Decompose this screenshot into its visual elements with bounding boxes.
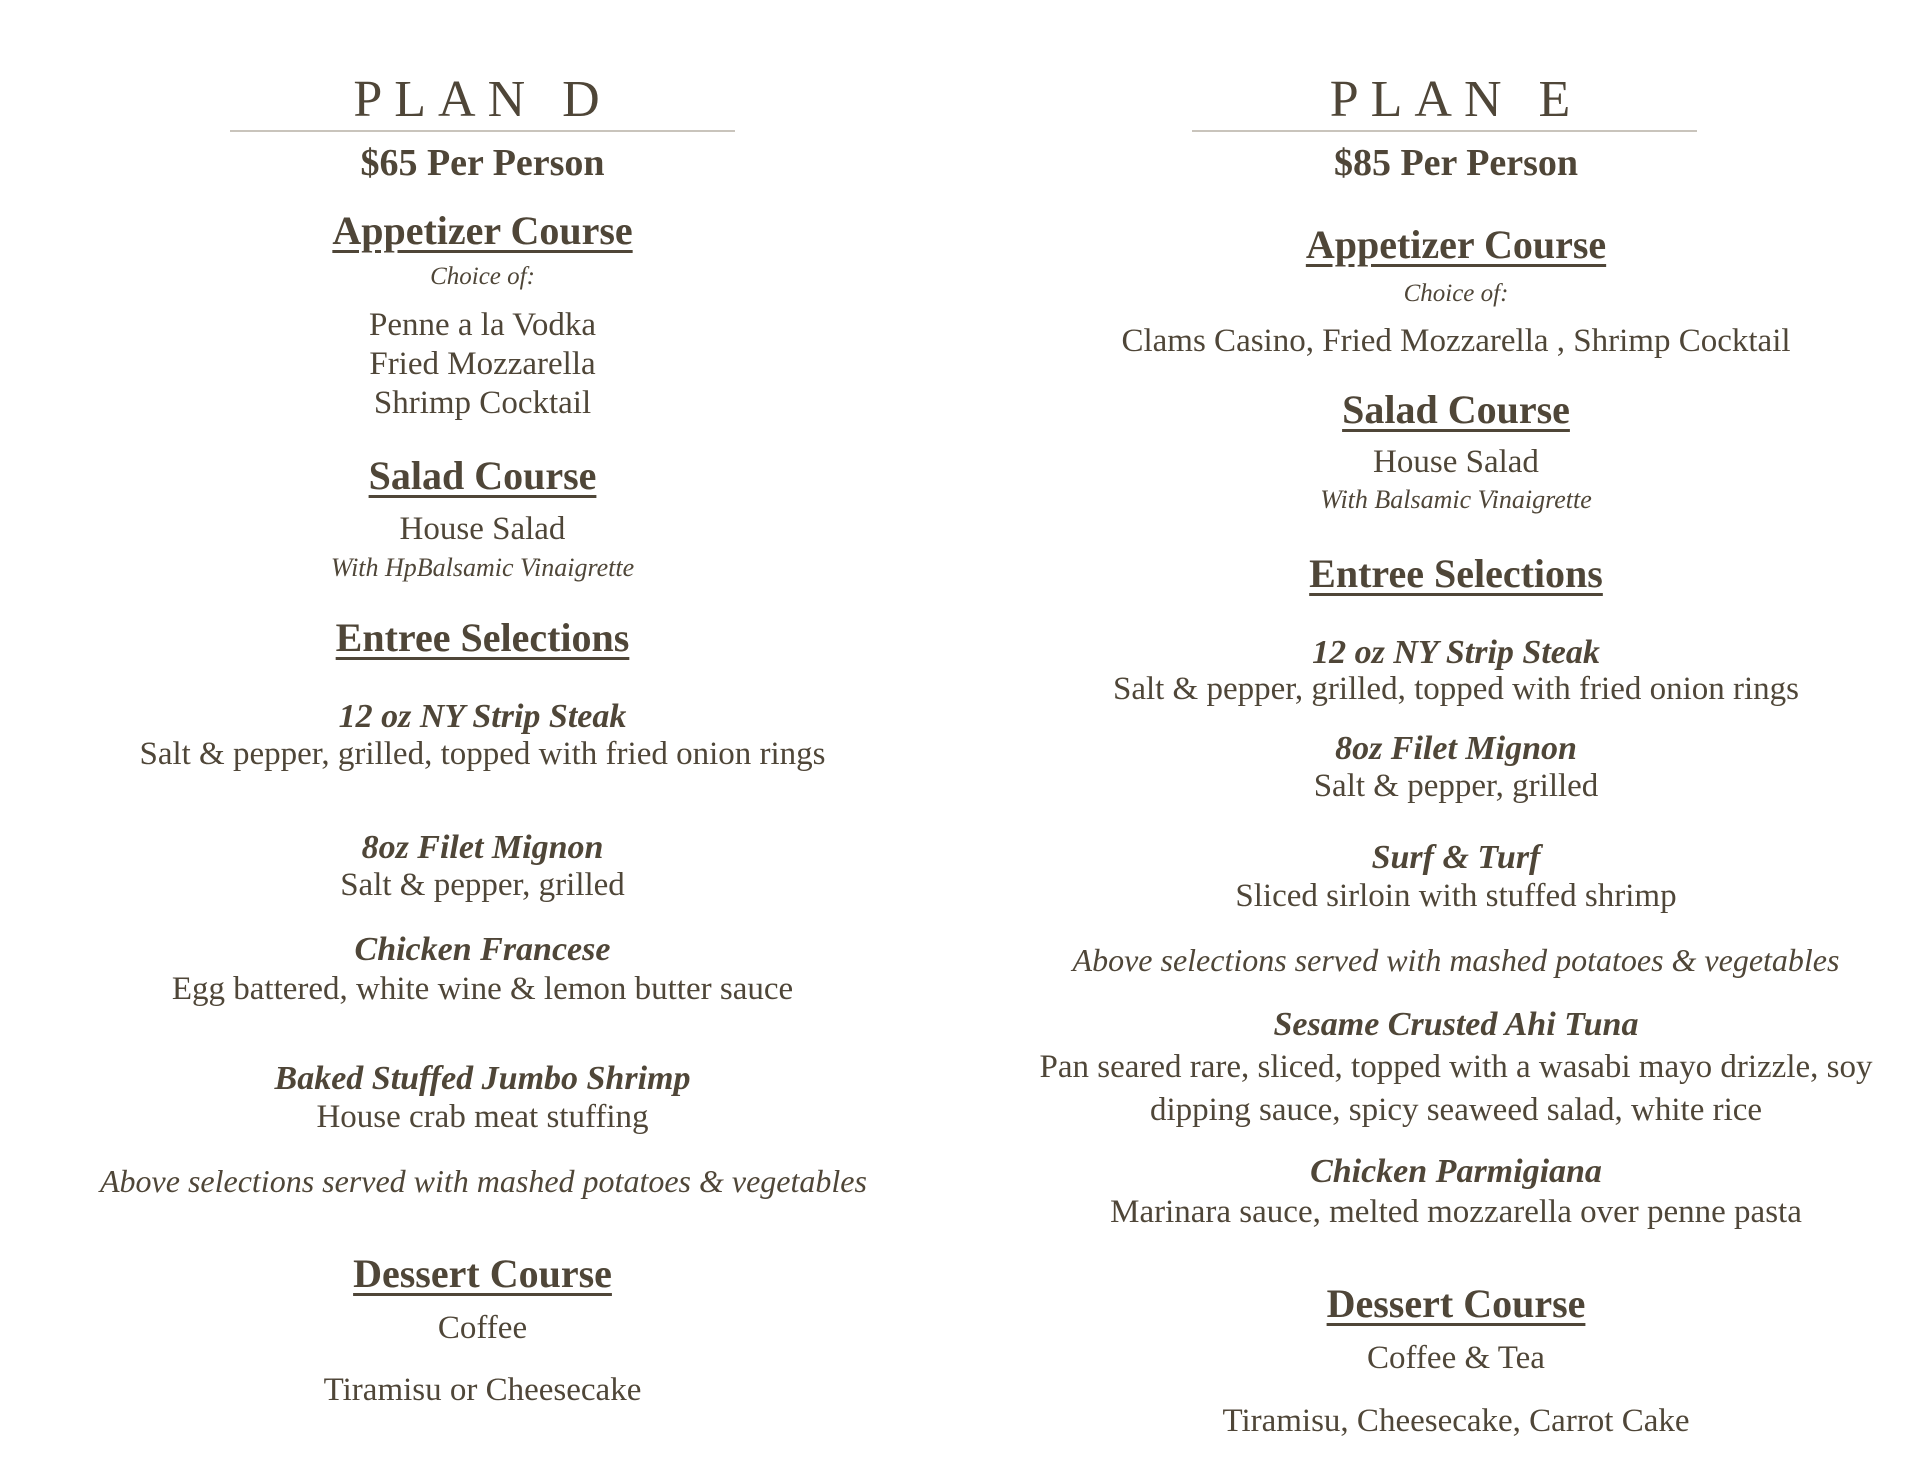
- plan-e-title: PLAN E: [1329, 71, 1583, 128]
- plan-d-title: PLAN D: [353, 71, 612, 128]
- plan-d-price: $65 Per Person: [360, 142, 605, 184]
- plan-e-entree-description: Pan seared rare, sliced, topped with a wasabi mayo drizzle, soy dipping sauce, spicy seaweed salad, white rice: [1039, 1049, 1873, 1128]
- plan-d-appetizer-choice-label: Choice of:: [430, 263, 535, 290]
- plan-e-dessert-item: Tiramisu, Cheesecake, Carrot Cake: [1222, 1403, 1690, 1439]
- plan-e-entree-note: Above selections served with mashed potatoes & vegetables: [1072, 942, 1840, 978]
- plan-d-entree-name: 8oz Filet Mignon: [361, 829, 604, 866]
- plan-e-entree-name: 8oz Filet Mignon: [1335, 730, 1577, 767]
- plan-d-appetizer-item: Penne a la Vodka: [369, 307, 596, 343]
- plan-d-dessert-item: Coffee: [437, 1310, 528, 1346]
- plan-d-entree-name: 12 oz NY Strip Steak: [338, 698, 627, 735]
- plan-e-entree-description: Marinara sauce, melted mozzarella over penne pasta: [1110, 1194, 1802, 1230]
- plan-d-dessert-heading: Dessert Course: [353, 1251, 612, 1296]
- plan-d-title-divider: [230, 130, 735, 132]
- plan-e-dessert-item: Coffee & Tea: [1367, 1340, 1545, 1376]
- plan-d-entree-name: Baked Stuffed Jumbo Shrimp: [274, 1060, 691, 1097]
- plan-e-dessert-heading: Dessert Course: [1326, 1281, 1586, 1326]
- plan-d-salad-dressing: With HpBalsamic Vinaigrette: [330, 553, 635, 582]
- plan-e-salad-heading: Salad Course: [1342, 387, 1570, 432]
- plan-d-appetizer-item: Shrimp Cocktail: [373, 385, 592, 421]
- plan-e-appetizer-heading: Appetizer Course: [1305, 222, 1607, 267]
- plan-e-price: $85 Per Person: [1333, 142, 1579, 184]
- plan-d-appetizer-heading: Appetizer Course: [332, 208, 633, 253]
- plan-e-entree-description: Sliced sirloin with stuffed shrimp: [1235, 878, 1677, 914]
- plan-e-entree-heading: Entree Selections: [1309, 551, 1603, 596]
- plan-d-entree-description: Salt & pepper, grilled: [340, 867, 625, 903]
- plan-d-entree-description: Salt & pepper, grilled, topped with fried onion rings: [139, 736, 826, 772]
- plan-e-entree-description: Salt & pepper, grilled: [1313, 768, 1599, 804]
- plan-d-entree-description: House crab meat stuffing: [316, 1099, 649, 1135]
- plan-d-entree-note: Above selections served with mashed potatoes & vegetables: [100, 1163, 867, 1199]
- plan-e-salad-dressing: With Balsamic Vinaigrette: [1320, 485, 1592, 514]
- plan-e-entree-name: Surf & Turf: [1371, 839, 1541, 876]
- plan-e-entree-name: 12 oz NY Strip Steak: [1312, 634, 1600, 671]
- plan-e-entree-name: Sesame Crusted Ahi Tuna: [1273, 1006, 1639, 1043]
- plan-d-dessert-item: Tiramisu or Cheesecake: [323, 1372, 642, 1408]
- plan-d-entree-name: Chicken Francese: [354, 931, 611, 968]
- plan-e-title-divider: [1192, 130, 1697, 132]
- plan-e-appetizer-item: Clams Casino, Fried Mozzarella , Shrimp Cocktail: [1121, 323, 1791, 359]
- plan-e-entree-description: Salt & pepper, grilled, topped with fried onion rings: [1112, 671, 1800, 707]
- plan-d-appetizer-item: Fried Mozzarella: [369, 346, 596, 382]
- plan-d-entree-description: Egg battered, white wine & lemon butter sauce: [171, 971, 794, 1007]
- plan-e-entree-name: Chicken Parmigiana: [1310, 1153, 1602, 1190]
- plan-e-salad-item: House Salad: [1373, 444, 1539, 480]
- plan-e-appetizer-choice-label: Choice of:: [1403, 280, 1509, 307]
- plan-d-entree-heading: Entree Selections: [335, 615, 630, 660]
- plan-d-salad-heading: Salad Course: [368, 453, 597, 498]
- plan-d-salad-item: House Salad: [399, 511, 566, 547]
